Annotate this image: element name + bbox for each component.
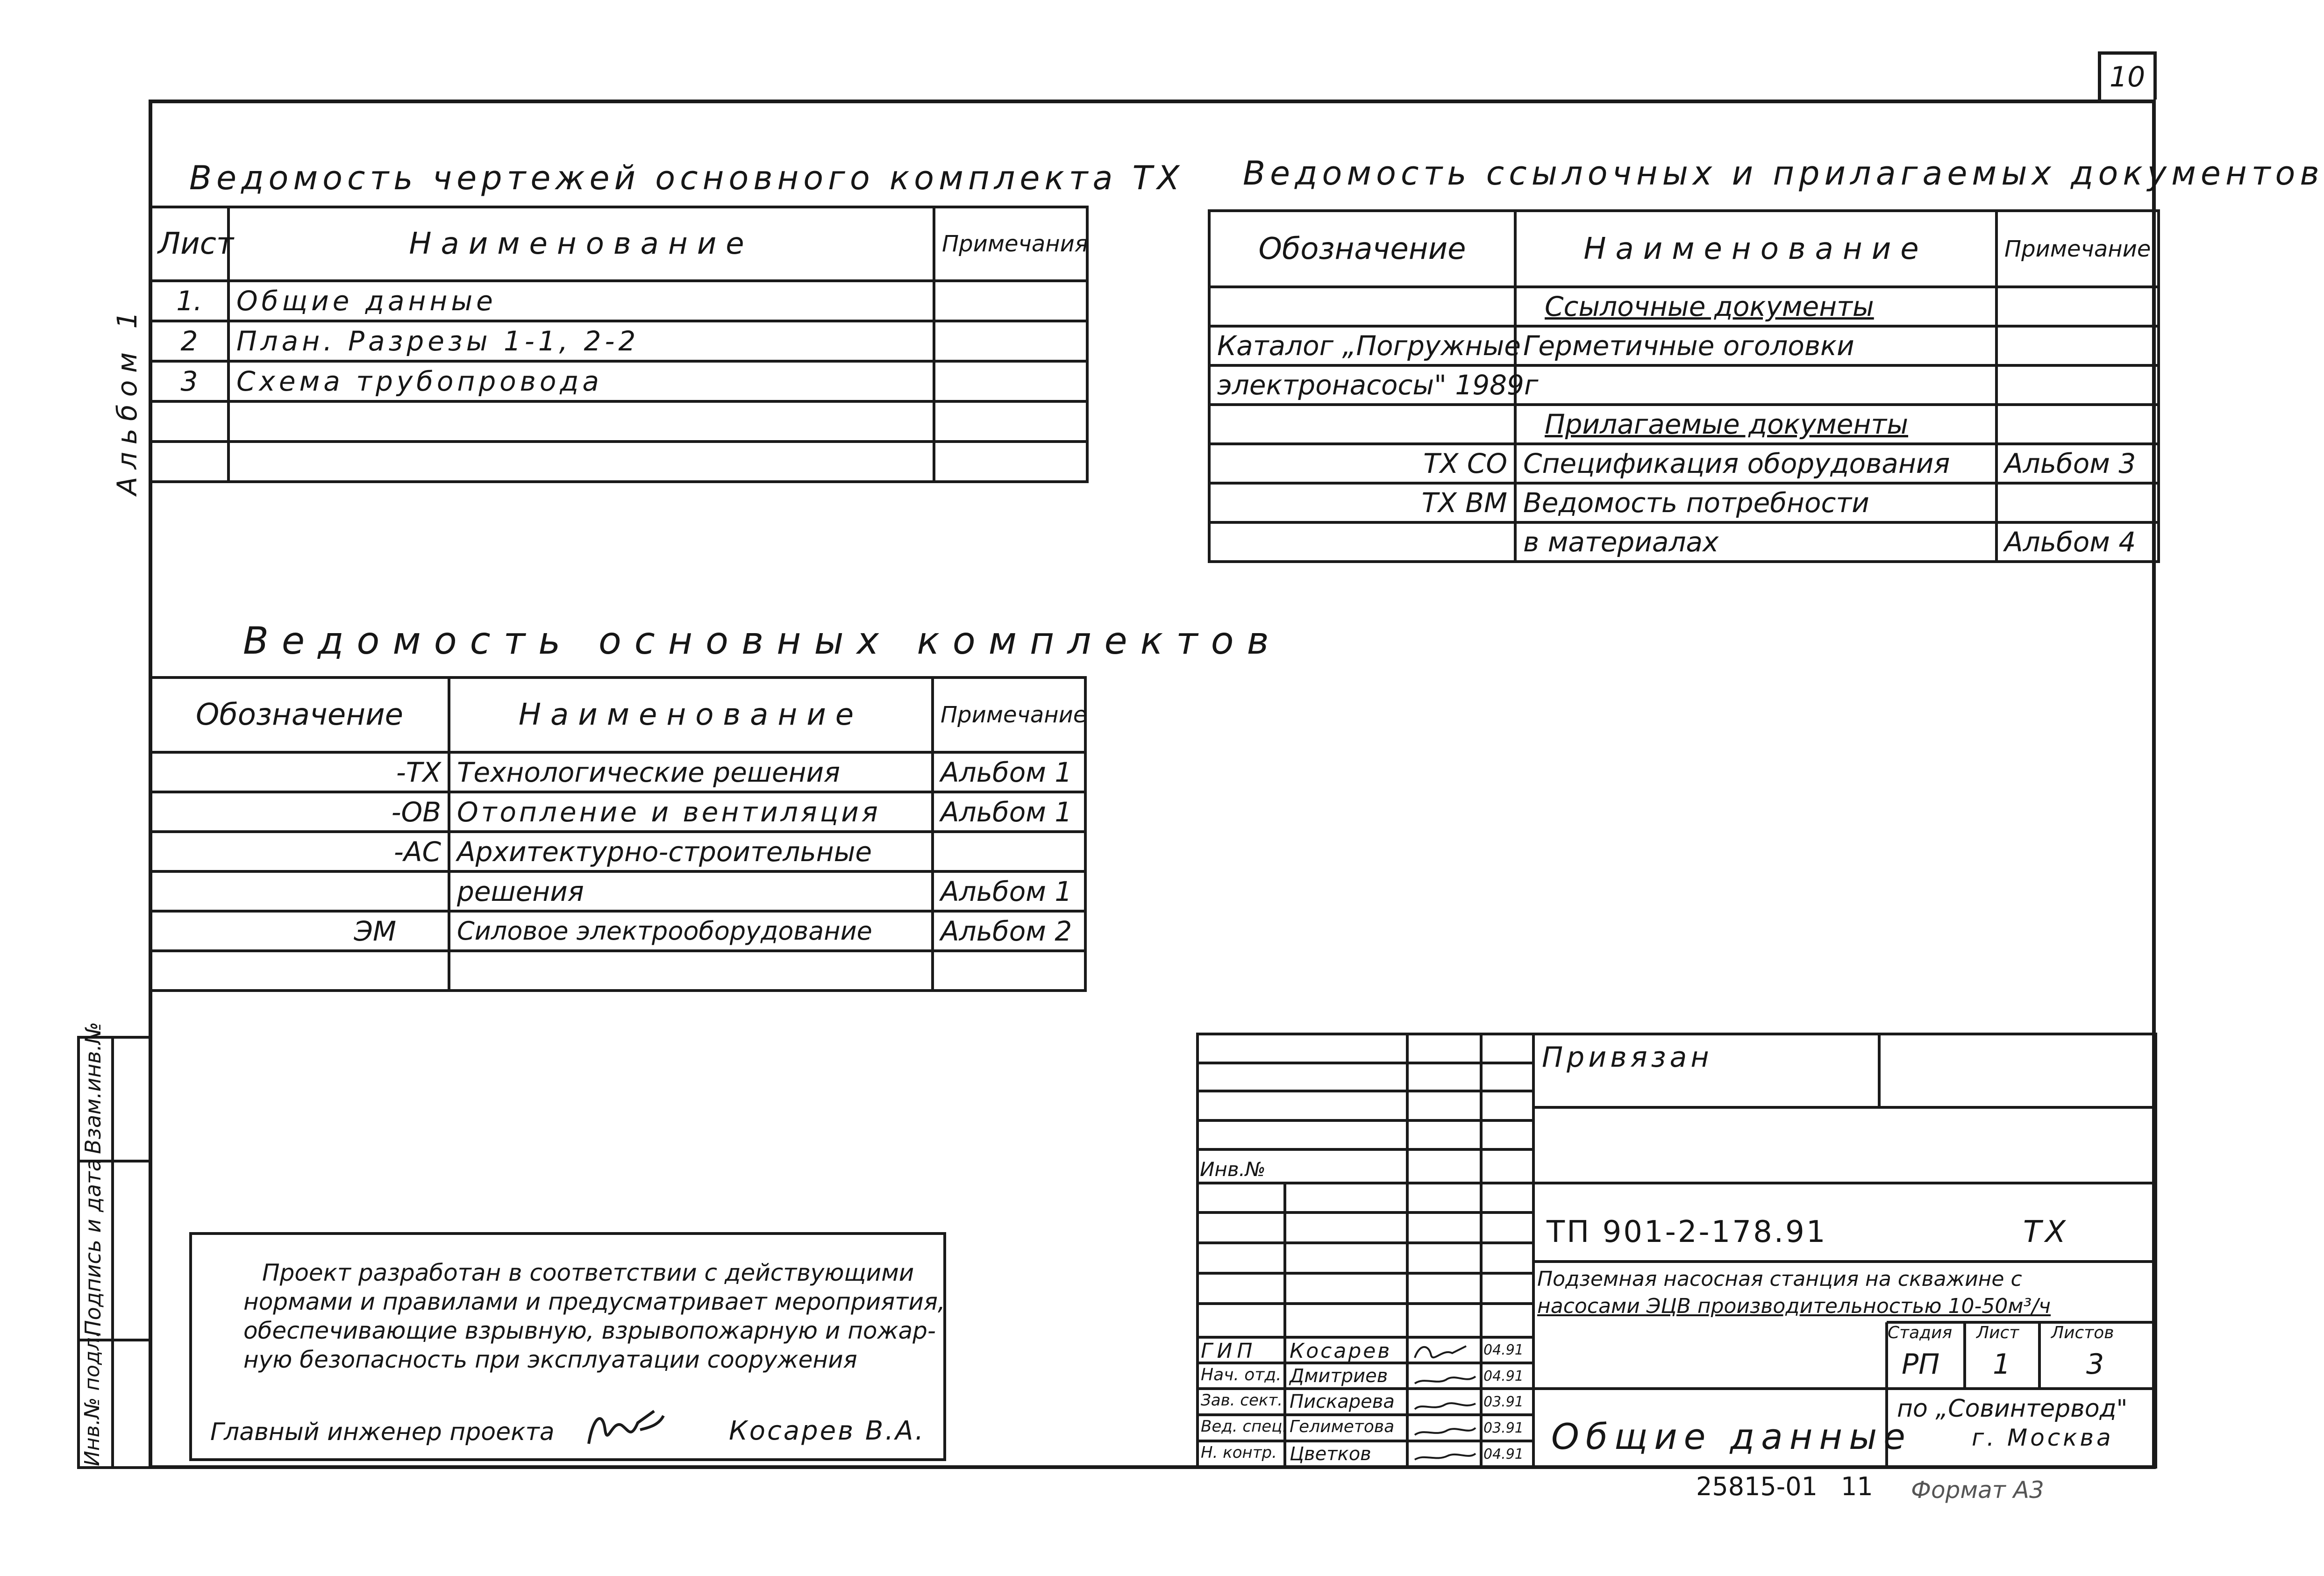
- header-code: Обозначение: [150, 677, 449, 752]
- sheet-value: 1: [1993, 1348, 2011, 1381]
- person-role: Вед. спец.: [1201, 1417, 1288, 1436]
- header-sheet: Лист: [150, 207, 228, 281]
- orig-inv-label: Инв.№ подл.: [80, 1331, 104, 1466]
- person-role: Нач. отд.: [1201, 1365, 1282, 1384]
- note-line: Проект разработан в соответствии с действующими: [262, 1259, 914, 1286]
- organization-line2: г. Москва: [1972, 1424, 2114, 1451]
- drawings-title: Ведомость чертежей основного комплекта ТХ: [189, 159, 1184, 197]
- header-note: Примечание: [1996, 211, 2159, 287]
- person-date: 03.91: [1483, 1420, 1524, 1436]
- inv-number-label: Инв.№: [1200, 1158, 1266, 1181]
- person-date: 04.91: [1483, 1368, 1524, 1384]
- sign-date-label: Подпись и дата: [80, 1158, 106, 1336]
- table-row: электронасосы" 1989г: [1209, 365, 2159, 405]
- privyazan-label: Привязан: [1542, 1041, 1713, 1074]
- person-date: 04.91: [1483, 1446, 1524, 1462]
- table-row: Ссылочные документы: [1209, 287, 2159, 326]
- header-note: Примечания: [934, 207, 1087, 281]
- table-row: ТХ СО Спецификация оборудования Альбом 3: [1209, 444, 2159, 483]
- table-row: 2 План. Разрезы 1-1, 2-2: [150, 321, 1087, 361]
- archive-number: 25815-01: [1696, 1472, 1818, 1501]
- header-name: Наименование: [228, 207, 934, 281]
- header-code: Обозначение: [1209, 211, 1515, 287]
- table-row: в материалах Альбом 4: [1209, 522, 2159, 562]
- person-date: 04.91: [1483, 1342, 1524, 1358]
- archive-extra: 11: [1841, 1472, 1873, 1501]
- sheet-label: Лист: [1976, 1323, 2019, 1342]
- sheet-title: Общие данные: [1551, 1416, 1912, 1457]
- table-row: 3 Схема трубопровода: [150, 361, 1087, 401]
- project-description-line2: насосами ЭЦВ производительностью 10-50м³/ч: [1537, 1294, 2051, 1318]
- sheet-format: Формат А3: [1911, 1476, 2044, 1504]
- replace-inv-label: Взам.инв.№: [80, 1021, 106, 1154]
- organization-line1: по „Совинтервод": [1897, 1395, 2128, 1423]
- person-role: Зав. сект.: [1201, 1391, 1283, 1410]
- header-note: Примечание: [933, 677, 1085, 752]
- table-row: решения Альбом 1: [150, 871, 1085, 911]
- document-code: ТП 901-2-178.91: [1547, 1215, 1827, 1249]
- table-row: -АС Архитектурно-строительные: [150, 832, 1085, 871]
- table-row: ЭМ Силовое электрооборудование Альбом 2: [150, 911, 1085, 951]
- header-name: Наименование: [1515, 211, 1996, 287]
- person-name: Дмитриев: [1290, 1365, 1388, 1387]
- table-row: Каталог „Погружные Герметичные оголовки: [1209, 326, 2159, 365]
- note-line: ную безопасность при эксплуатации сооружения: [243, 1346, 857, 1373]
- person-name: Косарев: [1290, 1339, 1392, 1363]
- person-date: 03.91: [1483, 1394, 1524, 1410]
- sheets-label: Листов: [2051, 1323, 2114, 1342]
- person-name: Пискарева: [1290, 1391, 1395, 1412]
- refdocs-title: Ведомость ссылочных и прилагаемых документов: [1243, 154, 2324, 193]
- table-row: -ТХ Технологические решения Альбом 1: [150, 752, 1085, 792]
- document-mark: ТХ: [2023, 1215, 2069, 1249]
- table-row: -ОВ Отопление и вентиляция Альбом 1: [150, 792, 1085, 832]
- sets-title: Ведомость основных комплектов: [243, 619, 1282, 663]
- stage-label: Стадия: [1888, 1323, 1953, 1342]
- header-name: Наименование: [449, 677, 933, 752]
- person-role: Н. контр.: [1201, 1443, 1277, 1462]
- album-side-label: Альбом 1: [111, 304, 143, 495]
- note-line: обеспечивающие взрывную, взрывопожарную и пожар-: [243, 1317, 936, 1344]
- chief-engineer-label: Главный инженер проекта: [210, 1418, 555, 1446]
- person-role: ГИП: [1201, 1339, 1257, 1363]
- table-row: Прилагаемые документы: [1209, 405, 2159, 444]
- chief-engineer-name: Косарев В.А.: [729, 1416, 926, 1446]
- sheets-value: 3: [2086, 1348, 2104, 1381]
- signature-icon: [1410, 1339, 1480, 1465]
- note-line: нормами и правилами и предусматривает мероприятия,: [243, 1288, 945, 1315]
- person-name: Гелиметова: [1290, 1417, 1395, 1436]
- project-description-line1: Подземная насосная станция на скважине с: [1537, 1267, 2022, 1291]
- table-row: 1. Общие данные: [150, 281, 1087, 321]
- sheet-number: 10: [2109, 61, 2146, 93]
- person-name: Цветков: [1290, 1443, 1371, 1465]
- table-row: ТХ ВМ Ведомость потребности: [1209, 483, 2159, 522]
- stage-value: РП: [1902, 1348, 1940, 1381]
